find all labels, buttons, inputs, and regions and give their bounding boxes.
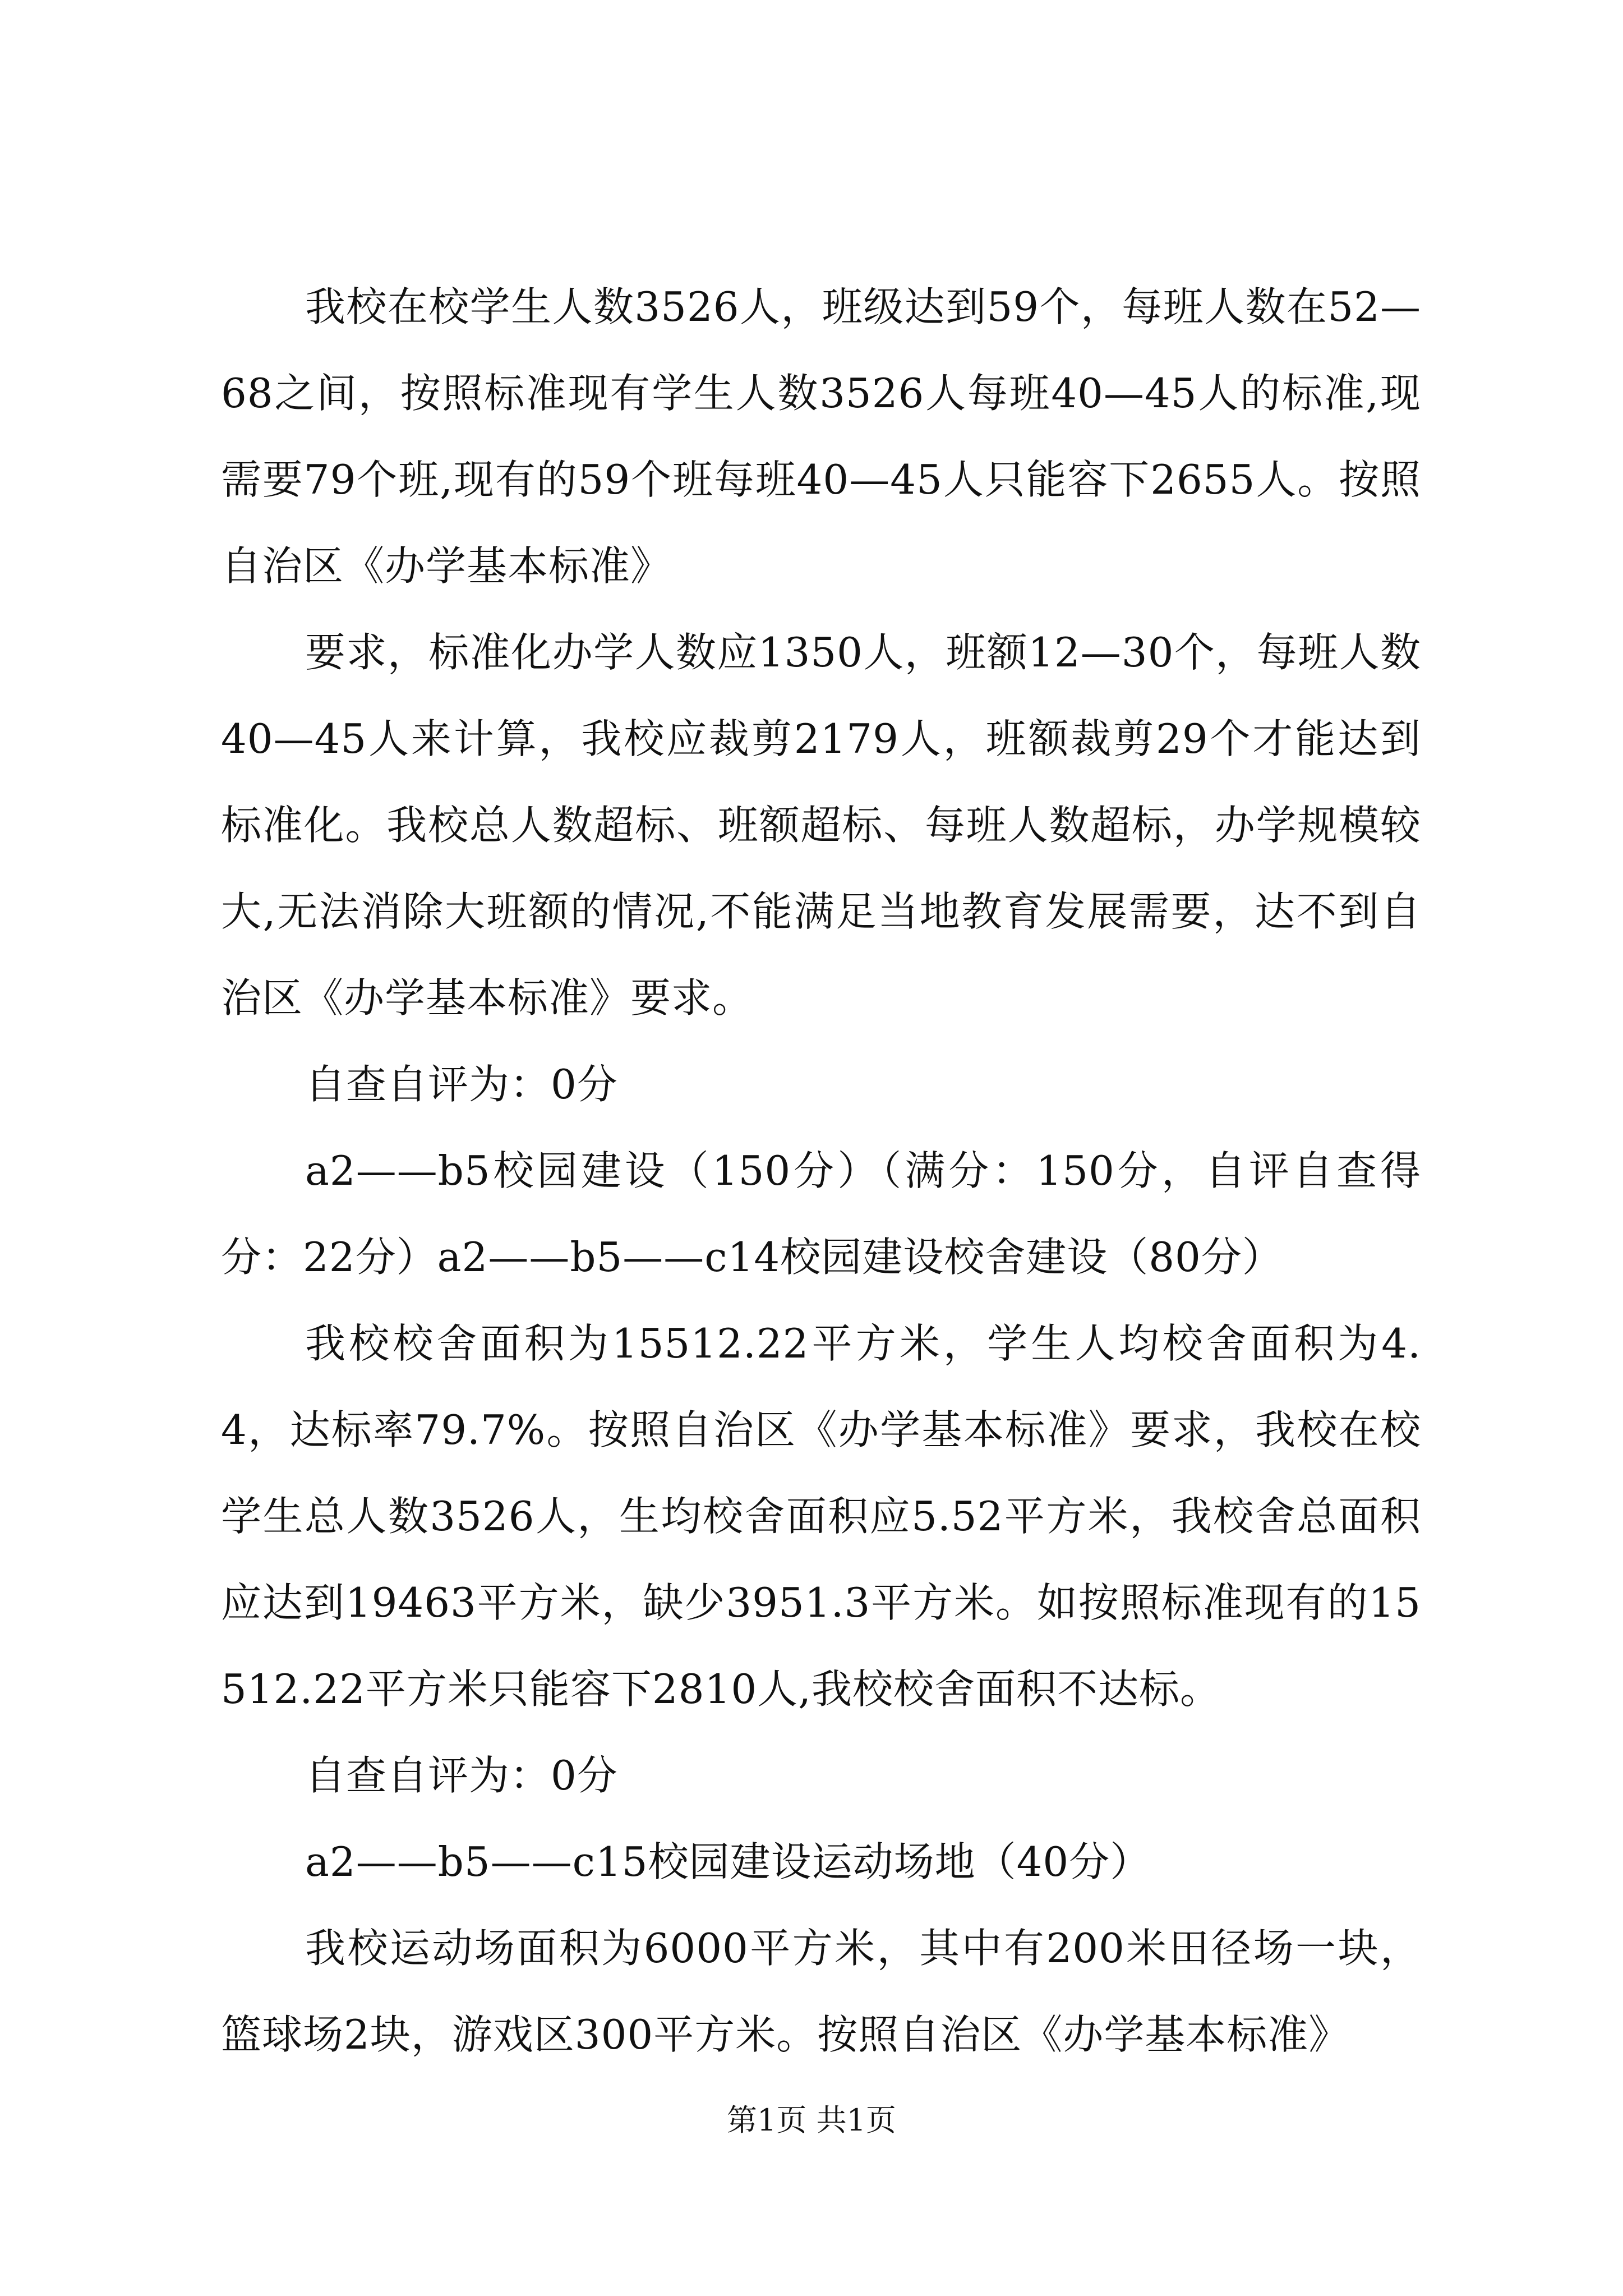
page-footer: 第1页 共1页 — [727, 2102, 896, 2138]
document-body — [221, 264, 1421, 2078]
paragraph-sports-field-heading: a2——b5——c15校园建设运动场地（40分） — [305, 1838, 1151, 1885]
paragraph-building-area: 我校校舍面积为15512.22平方米，学生人均校舍面积为4.4，达标率79.7%。按照自治区《办学基本标准》要求，我校在校学生总人数3526人，生均校舍面积应5.52平方米，我校舍总面积应达到19463平方米，缺少3951.3平方米。如按照标准现有的15512.22平方米只能容下2810人,我校校舍面积不达标。 — [221, 1320, 1421, 1713]
paragraph-sports-field-area: 我校运动场面积为6000平方米，其中有200米田径场一块，篮球场2块，游戏区300平方米。按照自治区《办学基本标准》 — [221, 1925, 1421, 2058]
paragraph-standard-requirements: 要求，标准化办学人数应1350人，班额12—30个，每班人数40—45人来计算，我校应裁剪2179人，班额裁剪29个才能达到标准化。我校总人数超标、班额超标、每班人数超标，办学规模较大,无法消除大班额的情况,不能满足当地教育发展需要，达不到自治区《办学基本标准》要求。 — [221, 629, 1421, 1022]
paragraph-campus-construction-heading: a2——b5校园建设（150分）（满分：150分，自评自查得分：22分）a2——b5——c14校园建设校舍建设（80分） — [221, 1147, 1421, 1281]
paragraph-self-score-2: 自查自评为：0分 — [305, 1752, 618, 1799]
paragraph-self-score-1: 自查自评为：0分 — [305, 1061, 618, 1108]
paragraph-student-enrollment: 我校在校学生人数3526人，班级达到59个，每班人数在52—68之间，按照标准现有学生人数3526人每班40—45人的标准,现需要79个班,现有的59个班每班40—45人只能容下2655人。按照自治区《办学基本标准》 — [221, 283, 1421, 590]
